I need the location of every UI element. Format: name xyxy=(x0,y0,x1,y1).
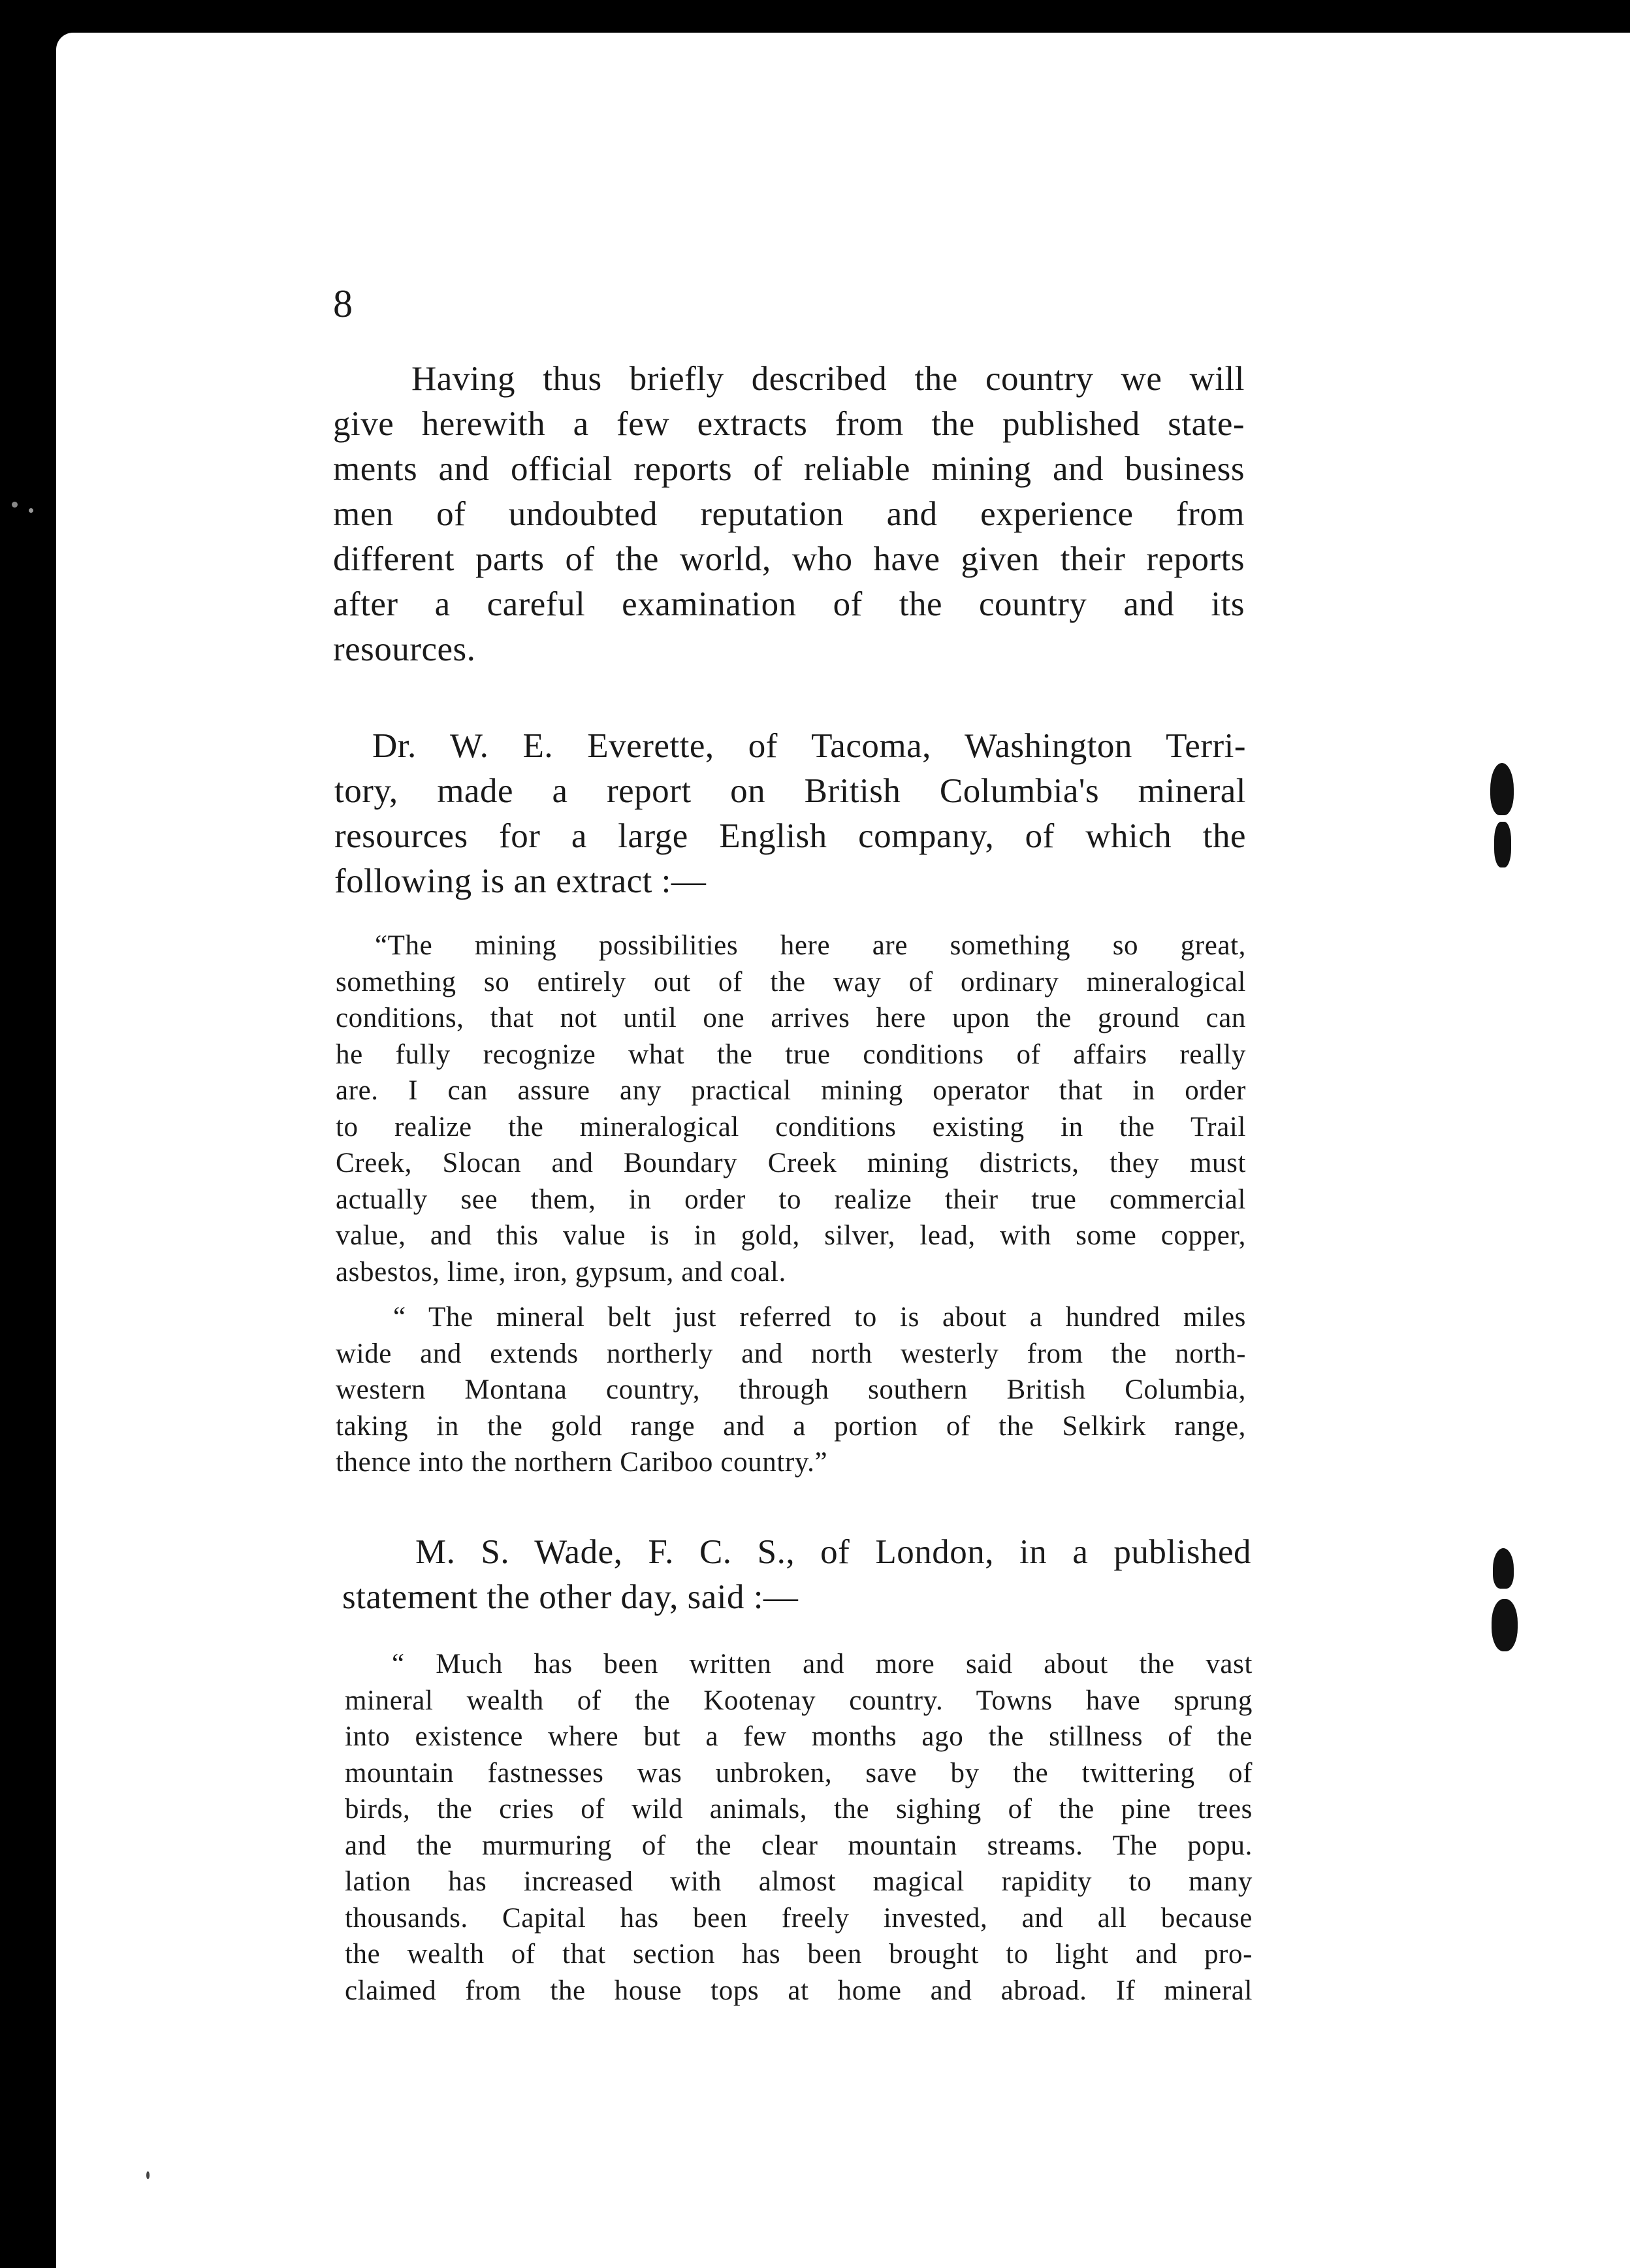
ink-blot xyxy=(1493,1548,1514,1589)
page-number: 8 xyxy=(333,282,353,325)
quote-line: actually see them, in order to realize their true commercial xyxy=(336,1184,1246,1215)
quote-line: thousands. Capital has been freely invested, and all because xyxy=(345,1902,1253,1934)
text-line: statement the other day, said :— xyxy=(342,1578,799,1616)
quote-line: into existence where but a few months ago the stillness of the xyxy=(345,1721,1253,1752)
text-line: different parts of the world, who have given their reports xyxy=(333,540,1245,578)
text-line: resources for a large English company, of which the xyxy=(334,817,1246,855)
quote-line: something so entirely out of the way of ordinary mineralogical xyxy=(336,966,1246,997)
quote-line: lation has increased with almost magical rapidity to many xyxy=(345,1866,1253,1897)
quote-line: he fully recognize what the true conditions of affairs really xyxy=(336,1039,1246,1070)
text-line: give herewith a few extracts from the published state- xyxy=(333,405,1245,443)
wade-paragraph xyxy=(342,1530,1251,1620)
text-line: following is an extract :— xyxy=(334,862,707,900)
quote-line: birds, the cries of wild animals, the sighing of the pine trees xyxy=(345,1794,1253,1824)
text-line: M. S. Wade, F. C. S., of London, in a published xyxy=(415,1533,1251,1571)
text-line: Dr. W. E. Everette, of Tacoma, Washington Terri- xyxy=(372,727,1246,765)
text-line: Having thus briefly described the country we will xyxy=(411,360,1245,398)
quote-line: “ The mineral belt just referred to is about a hundred miles xyxy=(393,1302,1246,1333)
text-line: tory, made a report on British Columbia's mineral xyxy=(334,772,1246,810)
ink-blot xyxy=(1490,763,1514,815)
text-line: resources. xyxy=(333,630,476,668)
quote-line: and the murmuring of the clear mountain streams. The popu. xyxy=(345,1830,1253,1861)
quote-line: “The mining possibilities here are something so great, xyxy=(375,930,1246,961)
quote-line: value, and this value is in gold, silver, lead, with some copper, xyxy=(336,1220,1246,1251)
intro-paragraph xyxy=(333,357,1245,672)
quote-line: conditions, that not until one arrives here upon the ground can xyxy=(336,1003,1246,1033)
everette-quote xyxy=(336,928,1246,1481)
quote-line: claimed from the house tops at home and abroad. If mineral xyxy=(345,1975,1253,2006)
text-line: men of undoubted reputation and experience from xyxy=(333,495,1245,533)
wade-quote xyxy=(345,1646,1253,2009)
quote-line: wide and extends northerly and north westerly from the north- xyxy=(336,1338,1246,1369)
text-line: ments and official reports of reliable mining and business xyxy=(333,450,1245,488)
ink-blot xyxy=(1494,822,1511,867)
quote-line: western Montana country, through southern British Columbia, xyxy=(336,1374,1246,1405)
quote-line: are. I can assure any practical mining operator that in order xyxy=(336,1075,1246,1106)
ink-blot xyxy=(1492,1599,1518,1651)
quote-line: taking in the gold range and a portion of the Selkirk range, xyxy=(336,1410,1246,1442)
quote-line: to realize the mineralogical conditions existing in the Trail xyxy=(336,1111,1246,1142)
quote-line: asbestos, lime, iron, gypsum, and coal. xyxy=(336,1256,786,1288)
quote-line: thence into the northern Cariboo country.” xyxy=(336,1447,828,1478)
text-line: after a careful examination of the country and its xyxy=(333,585,1245,623)
speck xyxy=(12,502,18,508)
quote-line: the wealth of that section has been brought to light and pro- xyxy=(345,1939,1253,1969)
speck xyxy=(29,508,33,513)
quote-line: mountain fastnesses was unbroken, save by the twittering of xyxy=(345,1757,1253,1789)
quote-line: “ Much has been written and more said about the vast xyxy=(392,1649,1253,1679)
speck xyxy=(146,2171,150,2179)
everette-paragraph xyxy=(334,724,1246,904)
quote-line: mineral wealth of the Kootenay country. Towns have sprung xyxy=(345,1685,1253,1716)
quote-line: Creek, Slocan and Boundary Creek mining districts, they must xyxy=(336,1148,1246,1178)
